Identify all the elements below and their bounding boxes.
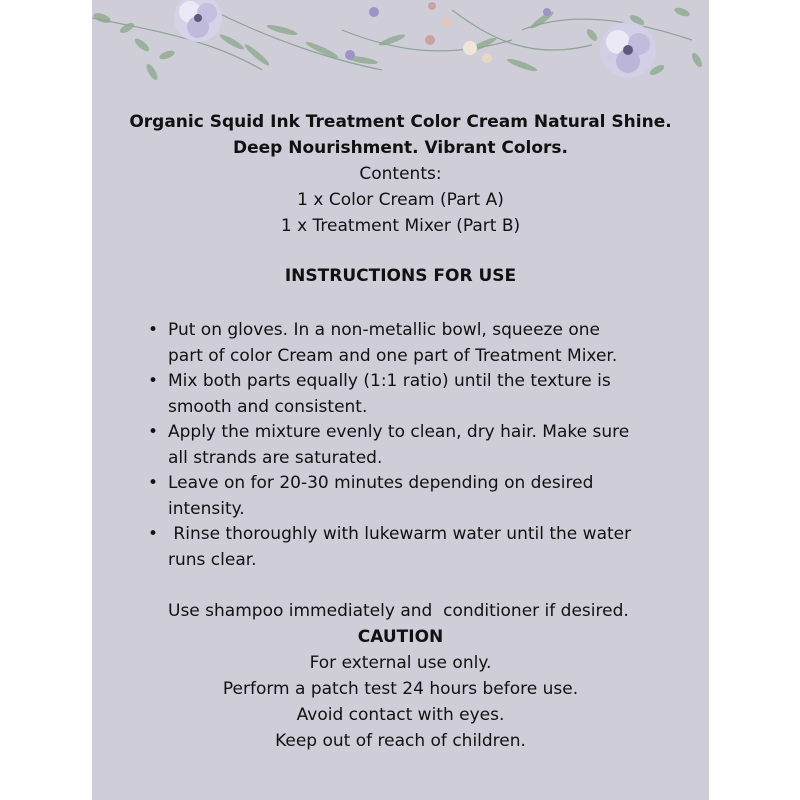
step-line: Apply the mixture evenly to clean, dry hair. Make sure bbox=[168, 422, 630, 442]
list-item bbox=[148, 521, 668, 572]
bullet-icon: • bbox=[148, 371, 159, 391]
list-item bbox=[148, 368, 668, 419]
bullet-icon: • bbox=[148, 320, 159, 340]
step-line: part of color Cream and one part of Treatment Mixer. bbox=[168, 346, 618, 366]
product-title-line1: Organic Squid Ink Treatment Color Cream Natural Shine. bbox=[129, 112, 672, 132]
step-line: Leave on for 20-30 minutes depending on desired bbox=[168, 473, 594, 493]
product-title-line2: Deep Nourishment. Vibrant Colors. bbox=[232, 138, 569, 158]
caution-heading: CAUTION bbox=[357, 627, 444, 647]
step-line: all strands are saturated. bbox=[168, 448, 383, 468]
step-line: Rinse thoroughly with lukewarm water until the water bbox=[168, 524, 632, 544]
content bbox=[92, 0, 709, 800]
caution-item: Perform a patch test 24 hours before use. bbox=[222, 679, 579, 699]
instruction-card bbox=[92, 0, 709, 800]
after-note: Use shampoo immediately and conditioner if desired. bbox=[168, 601, 629, 621]
list-item bbox=[148, 470, 668, 521]
contents-label: Contents: bbox=[359, 164, 442, 184]
step-line: Put on gloves. In a non-metallic bowl, squeeze one bbox=[168, 320, 600, 340]
caution-item: Avoid contact with eyes. bbox=[296, 705, 505, 725]
bullet-icon: • bbox=[148, 422, 159, 442]
contents-item: 1 x Color Cream (Part A) bbox=[297, 190, 504, 210]
bullet-icon: • bbox=[148, 524, 159, 544]
list-item bbox=[148, 419, 668, 470]
caution-item: For external use only. bbox=[309, 653, 492, 673]
caution-item: Keep out of reach of children. bbox=[275, 731, 526, 751]
contents-item: 1 x Treatment Mixer (Part B) bbox=[280, 216, 521, 236]
list-item bbox=[148, 317, 668, 368]
bullet-icon: • bbox=[148, 473, 159, 493]
step-line: smooth and consistent. bbox=[168, 397, 368, 417]
instructions-heading: INSTRUCTIONS FOR USE bbox=[284, 266, 517, 286]
step-line: runs clear. bbox=[168, 550, 257, 570]
step-line: intensity. bbox=[168, 499, 245, 519]
instructions-list bbox=[148, 317, 668, 572]
step-line: Mix both parts equally (1:1 ratio) until the texture is bbox=[168, 371, 611, 391]
